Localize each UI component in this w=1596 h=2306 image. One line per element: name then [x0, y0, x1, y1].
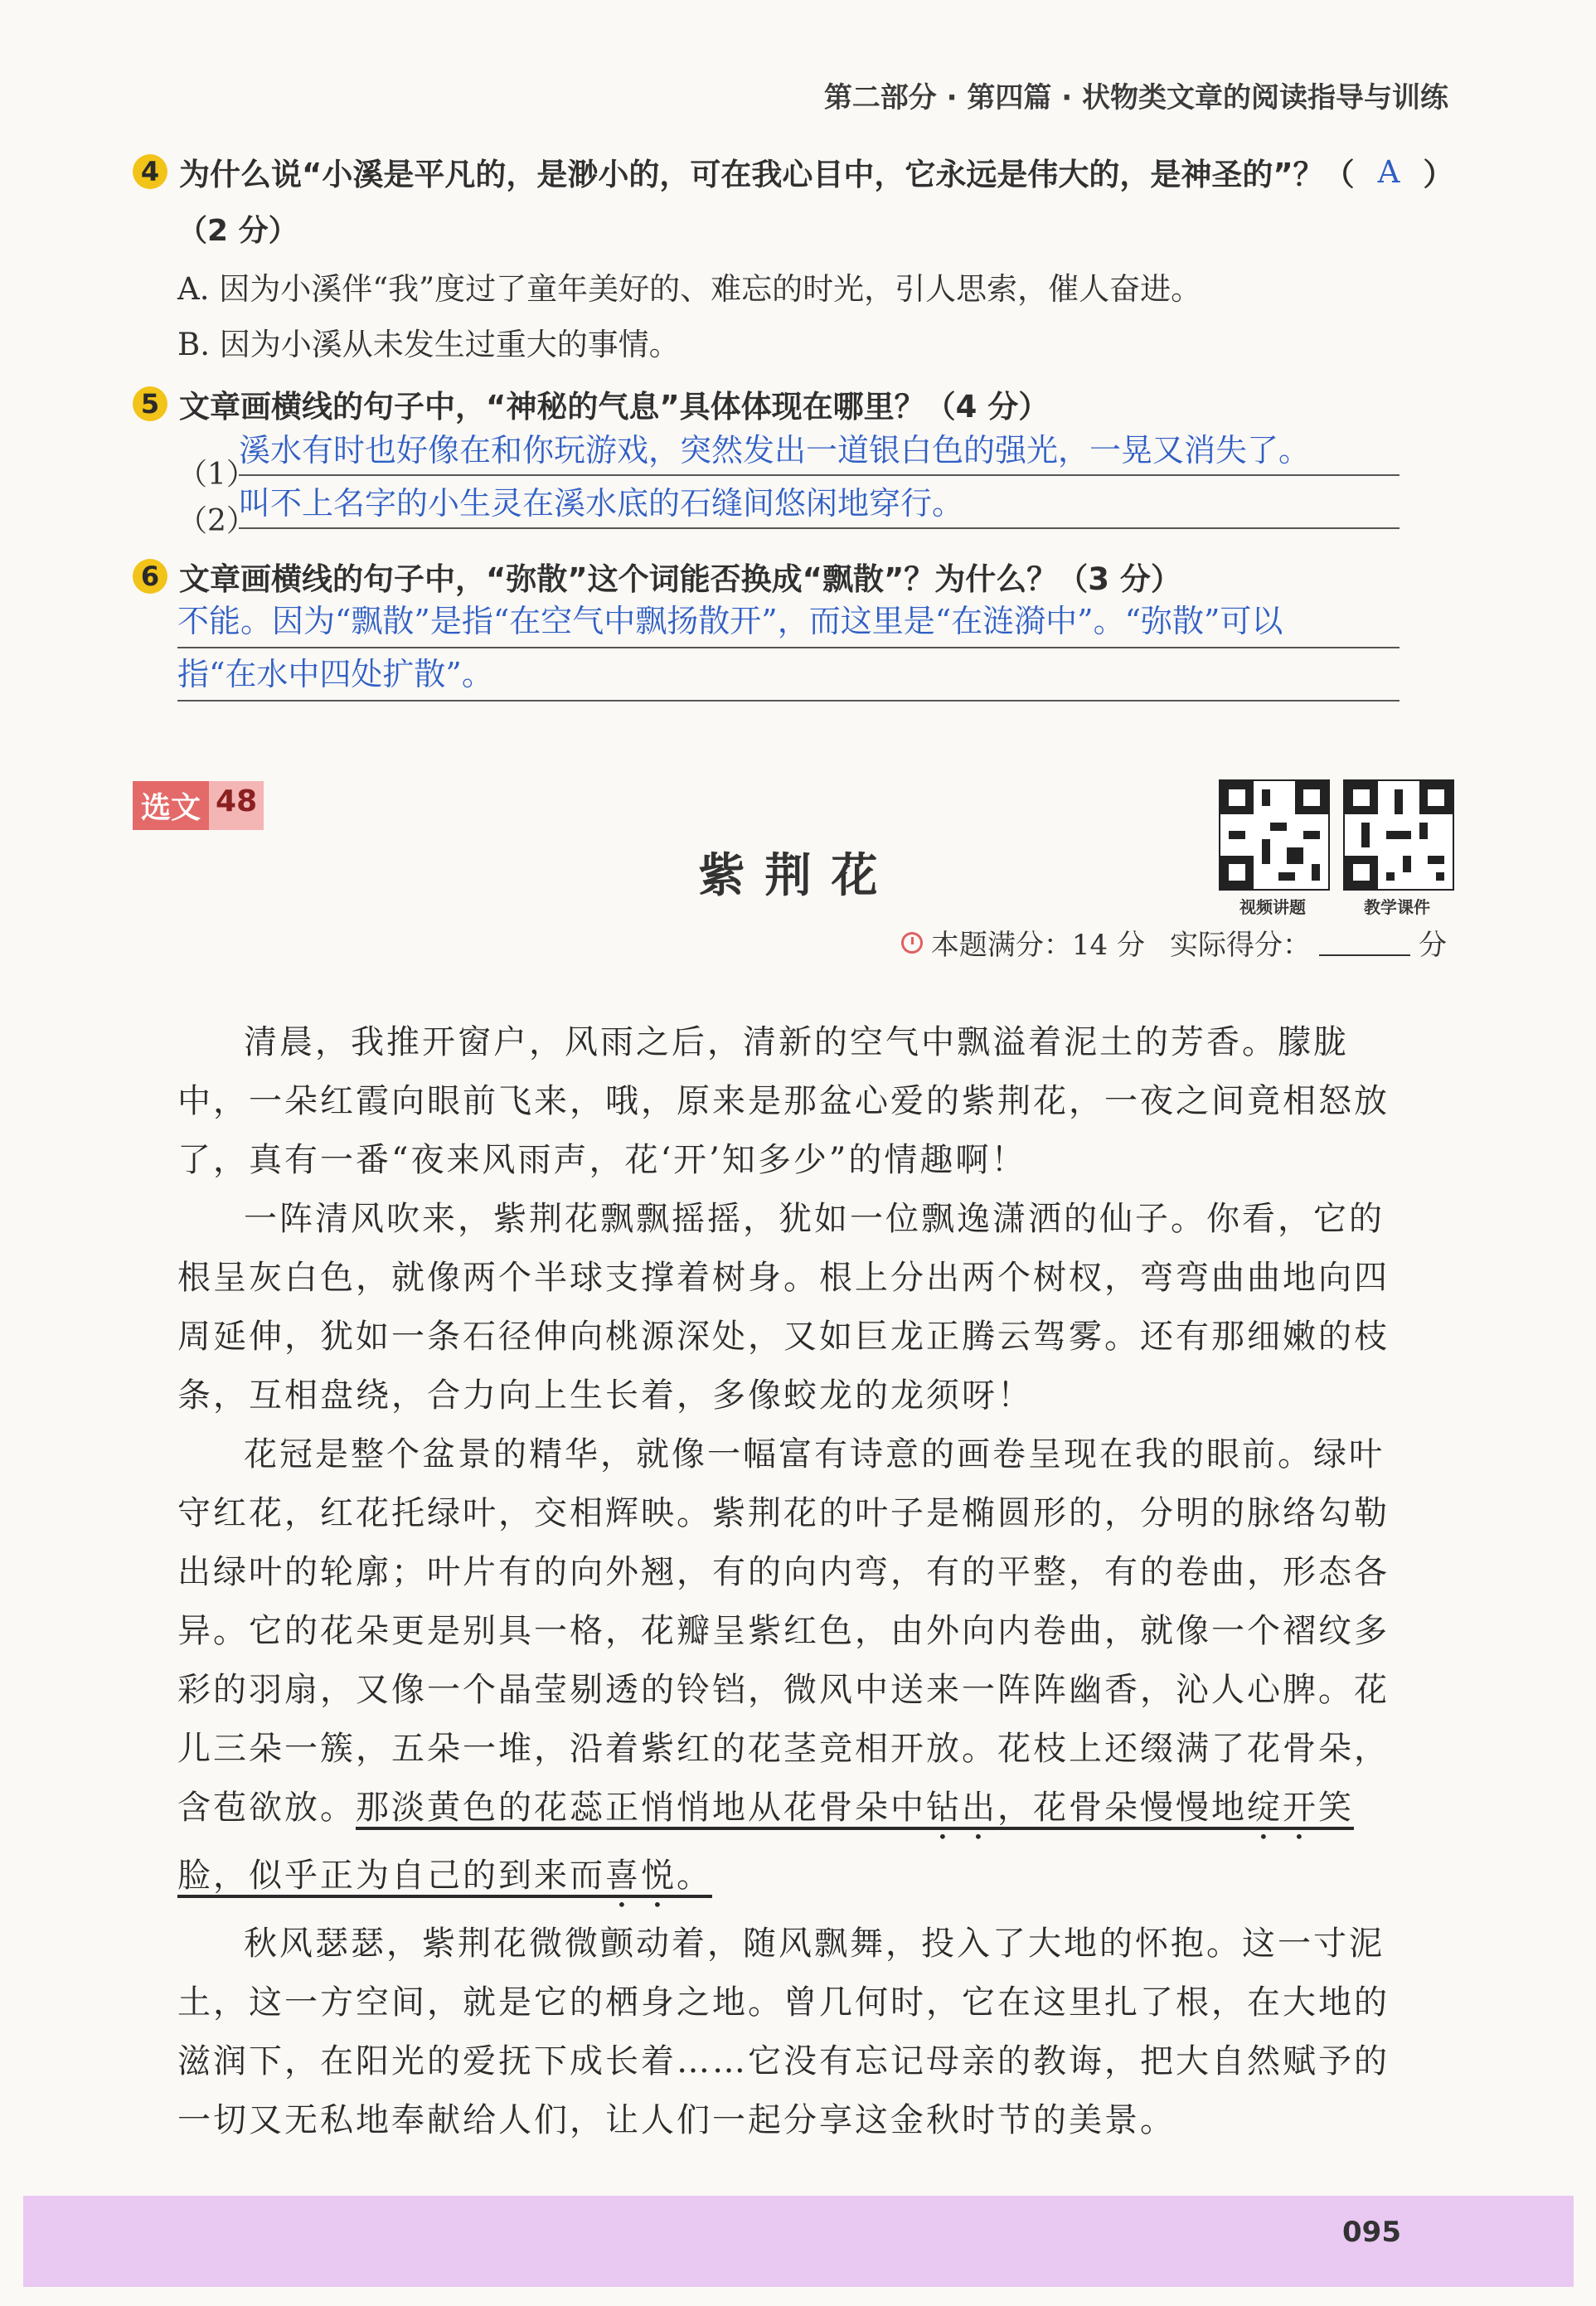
- underlined-text: 笑脸，似乎正为自己的到来而: [177, 1789, 1354, 1895]
- question-4: [133, 149, 1453, 194]
- score-line: [901, 922, 1447, 963]
- qr-label-courseware: 教学课件: [1364, 897, 1430, 917]
- answer-line-2: 指“在水中四处扩散”。: [177, 648, 1400, 702]
- answer-line-1: 溪水有时也好像在和你玩游戏，突然发出一道银白色的强光，一晃又消失了。: [239, 425, 1400, 476]
- qr-label-video: 视频讲题: [1239, 897, 1306, 917]
- answer-label-2: （2）: [177, 504, 256, 538]
- option-a: A. 因为小溪伴“我”度过了童年美好的、难忘的时光，引人思索，催人奋进。: [177, 271, 1202, 307]
- underlined-text: ，花骨朵慢慢地: [997, 1789, 1247, 1827]
- clock-icon: [901, 932, 923, 954]
- question-text: 文章画横线的句子中，“弥散”这个词能否换成“飘散”？为什么？（3 分）: [179, 561, 1181, 597]
- paragraph-1: 清晨，我推开窗户，风雨之后，清新的空气中飘溢着泥土的芳香。朦胧中，一朵红霞向眼前飞来，哦，原来是那盆心爱的紫荆花，一夜之间竟相怒放了，真有一番“夜来风雨声，花‘开’知多少”的情趣啊！: [177, 1023, 1390, 1179]
- underlined-text: 。: [677, 1857, 712, 1895]
- article-title: 紫荆花: [698, 849, 898, 903]
- paragraph-4: 秋风瑟瑟，紫荆花微微颤动着，随风飘舞，投入了大地的怀抱。这一寸泥土，这一方空间，就是它的栖身之地。曾几何时，它在这里扎了根，在大地的滋润下，在阳光的爱抚下成长着……它没有忘记母亲的教诲，把大自然赋予的一切又无私地奉献给人们，让人们一起分享这金秋时节的美景。: [177, 1925, 1390, 2139]
- answer-line-1: 不能。因为“飘散”是指“在空气中飘扬散开”，而这里是“在涟漪中”。“弥散”可以: [177, 595, 1400, 648]
- selection-tag-label: 选文: [133, 781, 209, 830]
- question-text: 文章画横线的句子中，“神秘的气息”具体体现在哪里？（4 分）: [179, 389, 1050, 425]
- paragraph-2: 一阵清风吹来，紫荆花飘飘摇摇，犹如一位飘逸潇洒的仙子。你看，它的根呈灰白色，就像两个半球支撑着树身。根上分出两个树杈，弯弯曲曲地向四周延伸，犹如一条石径伸向桃源深处，又如巨龙正腾云驾雾。还有那细嫩的枝条，互相盘绕，合力向上生长着，多像蛟龙的龙须呀！: [177, 1200, 1390, 1415]
- paragraph-3-text: 花冠是整个盆景的精华，就像一幅富有诗意的画卷呈现在我的眼前。绿叶守红花，红花托绿叶，交相辉映。紫荆花的叶子是椭圆形的，分明的脉络勾勒出绿叶的轮廓；叶片有的向外翘，有的向内弯，有的平整，有的卷曲，形态各异。它的花朵更是别具一格，花瓣呈紫红色，由外向内卷曲，就像一个褶纹多彩的羽扇，又像一个晶莹剔透的铃铛，微风中送来一阵阵幽香，沁人心脾。花儿三朵一簇，五朵一堆，沿着紫红的花茎竞相开放。花枝上还缀满了花骨朵，含苞欲放。: [177, 1435, 1390, 1827]
- question-number-badge: 6: [133, 559, 167, 594]
- actual-score-label: 实际得分：: [1170, 929, 1311, 962]
- underlined-text: 那淡黄色的花蕊正悄悄地从花骨朵中: [356, 1789, 926, 1827]
- score-blank[interactable]: [1319, 930, 1410, 956]
- selection-tag: [133, 781, 264, 830]
- passage: [177, 1013, 1396, 2150]
- dotted-word: 绽开: [1247, 1789, 1318, 1827]
- question-points: （2 分）: [177, 214, 298, 248]
- paragraph-3: [177, 1425, 1396, 1915]
- dotted-word: 喜悦: [605, 1857, 677, 1895]
- option-b: B. 因为小溪从未发生过重大的事情。: [177, 327, 680, 362]
- answer-line-2: 叫不上名字的小生灵在溪水底的石缝间悠闲地穿行。: [239, 478, 1400, 529]
- dotted-word: 钻出: [926, 1789, 997, 1827]
- question-paren-close: ）: [1423, 157, 1454, 192]
- page-number: 095: [1342, 2216, 1401, 2249]
- question-number-badge: 5: [133, 386, 167, 421]
- full-score: 本题满分：14 分: [930, 929, 1145, 962]
- footer-band: [23, 2196, 1574, 2287]
- question-6: [133, 554, 1181, 599]
- question-text: 为什么说“小溪是平凡的，是渺小的，可在我心目中，它永远是伟大的，是神圣的”？（: [179, 157, 1355, 192]
- selection-tag-number: 48: [209, 781, 264, 830]
- question-5: [133, 381, 1049, 426]
- section-header: 第二部分 · 第四篇 · 状物类文章的阅读指导与训练: [823, 81, 1448, 114]
- answer-label-1: （1）: [177, 458, 256, 492]
- question-number-badge: 4: [133, 154, 167, 189]
- score-unit: 分: [1419, 929, 1447, 962]
- answer-choice: A: [1377, 153, 1400, 190]
